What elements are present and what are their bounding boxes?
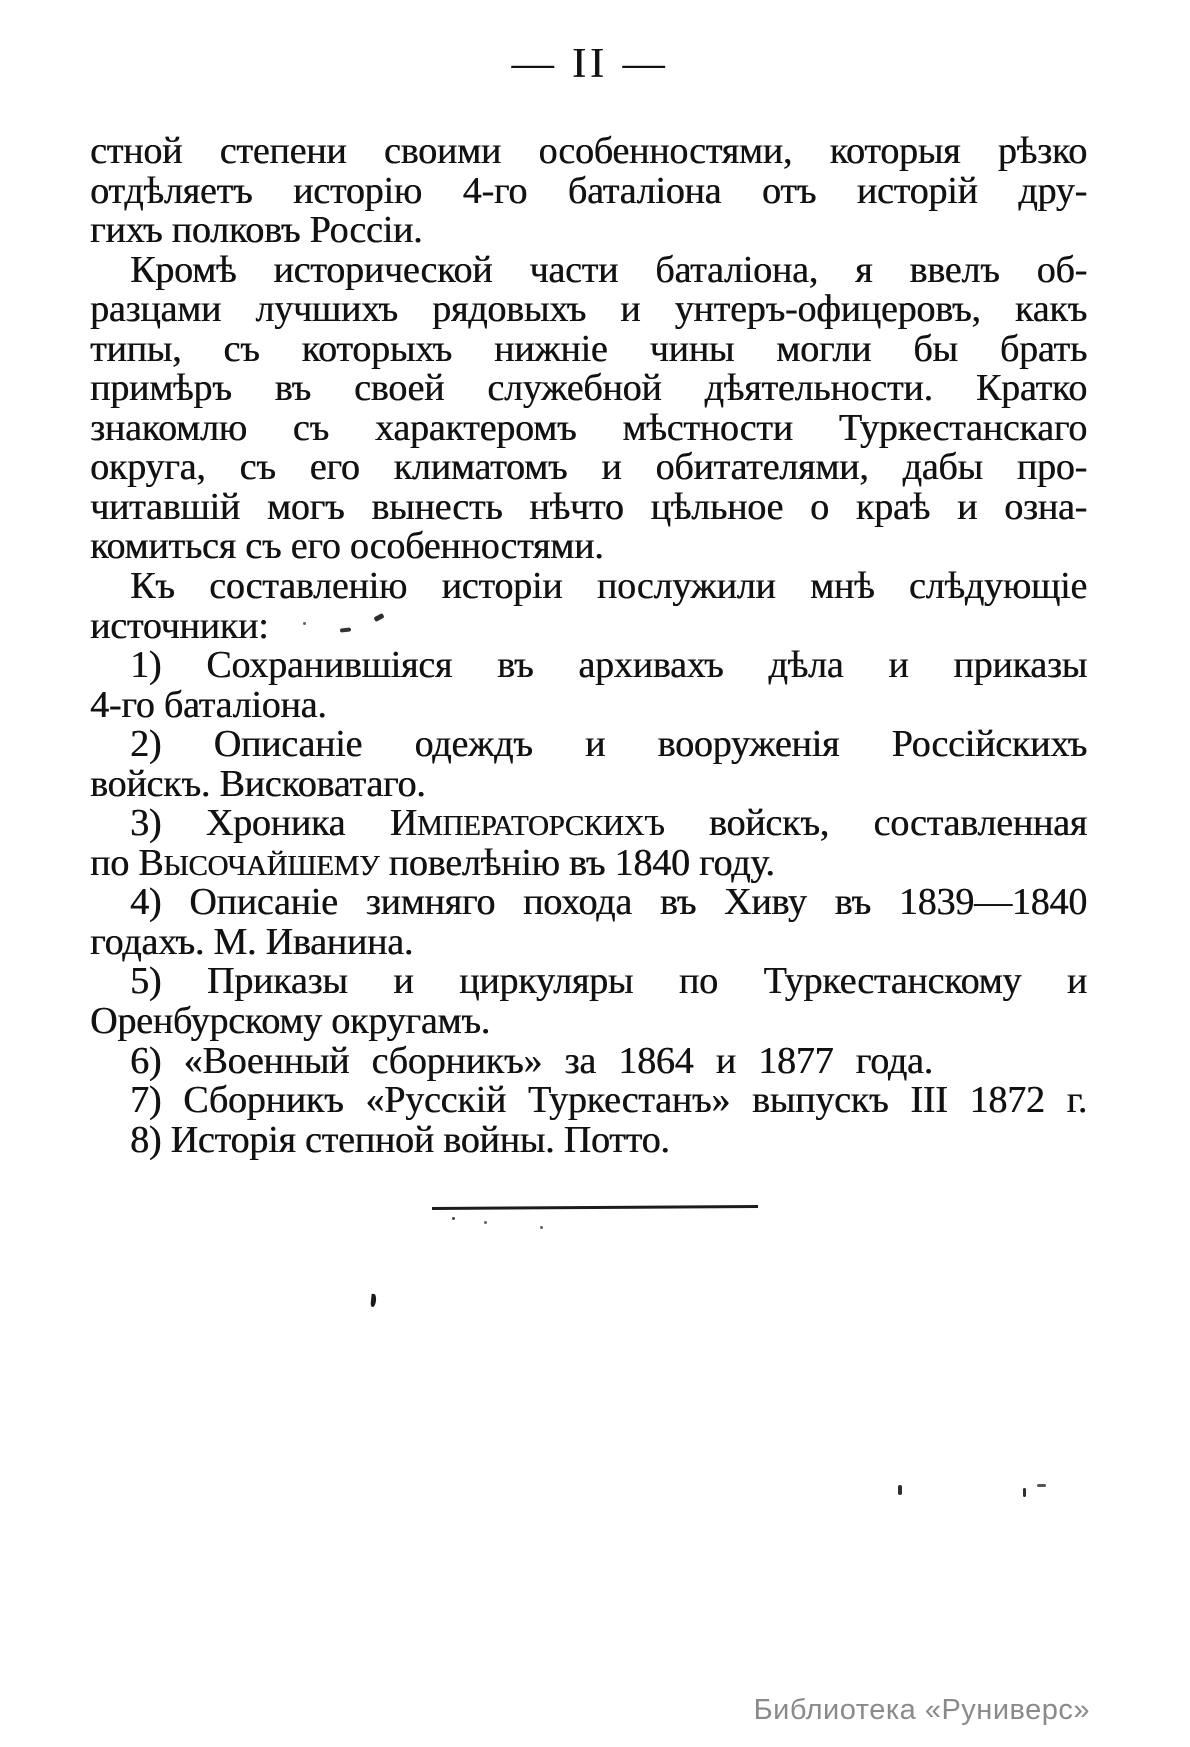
text-line: разцами лучшихъ рядовыхъ и унтеръ-офицеровъ, какъ bbox=[90, 290, 1087, 330]
text-line: читавшій могъ вынесть нѣчто цѣльное о краѣ и озна- bbox=[90, 487, 1087, 528]
text-line: округа, съ его климатомъ и обитателями, дабы про- bbox=[90, 448, 1087, 488]
scan-artifact bbox=[1023, 1488, 1026, 1497]
text-line: источники: bbox=[90, 606, 269, 647]
text-line: отдѣляетъ исторію 4-го баталіона отъ исторій дру- bbox=[90, 171, 1087, 212]
scan-artifact bbox=[540, 1226, 543, 1229]
text-line: Къ составленію исторіи послужили мнѣ слѣдующіе bbox=[130, 567, 1087, 607]
text-line: 5) Приказы и циркуляры по Туркестанскому и bbox=[130, 962, 1087, 1003]
text-line: 6) «Военный сборникъ» за 1864 и 1877 года. bbox=[130, 1041, 933, 1082]
text-block bbox=[90, 132, 1087, 1160]
scan-artifact bbox=[452, 1217, 455, 1220]
scan-artifact bbox=[370, 1294, 376, 1307]
separator-rule bbox=[432, 1205, 758, 1210]
text-line: гихъ полковъ Россіи. bbox=[90, 211, 423, 251]
text-line: 4) Описаніе зимняго похода въ Хиву въ 1839—1840 bbox=[130, 883, 1087, 923]
scan-artifact bbox=[1037, 1484, 1046, 1487]
text-line: Оренбурскому округамъ. bbox=[90, 1002, 490, 1042]
text-line: войскъ. Висковатаго. bbox=[90, 764, 426, 805]
text-line: 4-го баталіона. bbox=[90, 685, 327, 726]
library-watermark: Библиотека «Руниверс» bbox=[753, 1694, 1090, 1726]
scan-artifact bbox=[484, 1221, 487, 1224]
page-number: — II — bbox=[511, 41, 669, 87]
scan-artifact bbox=[303, 622, 306, 625]
text-line: стной степени своими особенностями, которыя рѣзко bbox=[90, 132, 1087, 172]
text-line: Кромѣ исторической части баталіона, я ввелъ об- bbox=[130, 250, 1087, 291]
text-line: типы, съ которыхъ нижніе чины могли бы брать bbox=[90, 329, 1087, 370]
text-line: 2) Описаніе одеждъ и вооруженія Россійскихъ bbox=[130, 725, 1087, 765]
text-line: годахъ. М. Иванина. bbox=[90, 922, 414, 963]
text-line: примѣръ въ своей служебной дѣятельности. Кратко bbox=[90, 369, 1087, 409]
text-line: знакомлю съ характеромъ мѣстности Туркестанскаго bbox=[90, 408, 1087, 449]
text-line: 8) Исторія степной войны. Потто. bbox=[130, 1120, 670, 1161]
text-line: 1) Сохранившіяся въ архивахъ дѣла и приказы bbox=[130, 646, 1087, 686]
text-line: комиться съ его особенностями. bbox=[90, 527, 604, 568]
text-line: 7) Сборникъ «Русскій Туркестанъ» выпускъ III 1872 г. bbox=[130, 1081, 1087, 1121]
text-line: по ВЫСОЧАЙШЕМУ повелѣнію въ 1840 году. bbox=[90, 843, 775, 884]
text-line: 3) Хроника ИМПЕРАТОРСКИХЪ войскъ, составленная bbox=[130, 804, 1087, 844]
scan-artifact bbox=[898, 1485, 902, 1495]
